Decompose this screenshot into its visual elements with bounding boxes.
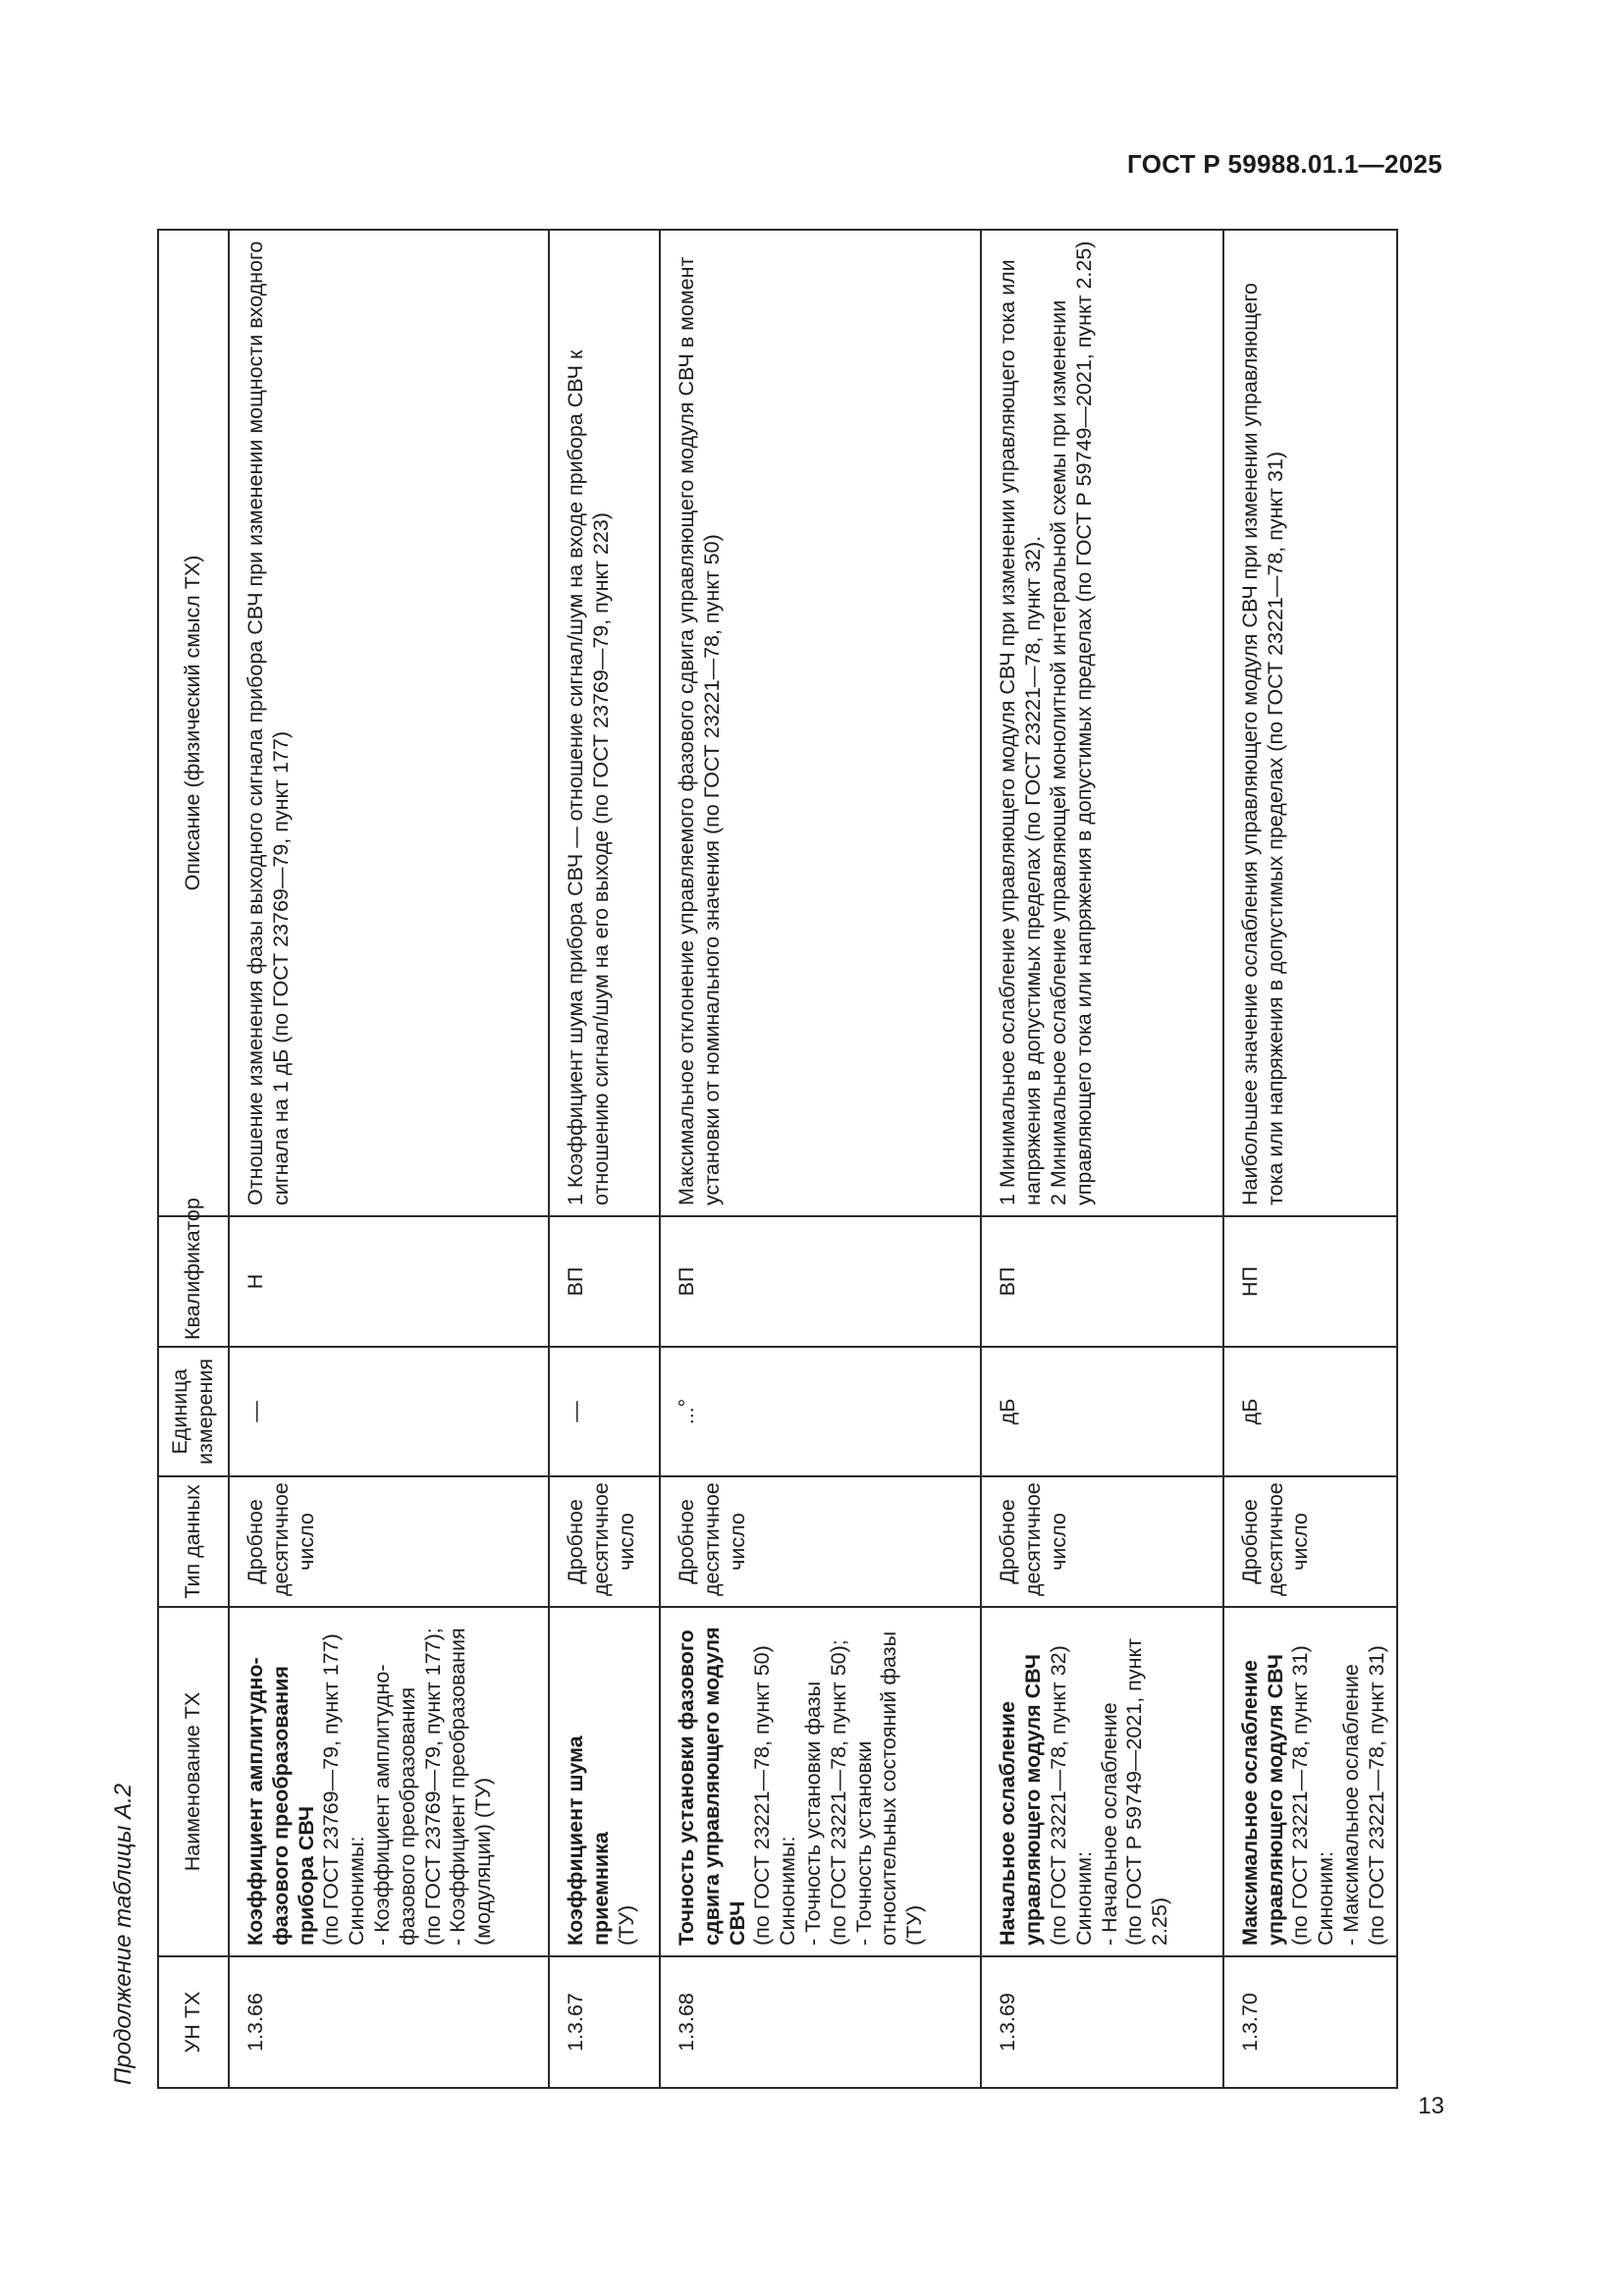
table-container	[157, 231, 1398, 2089]
name-line: (по ГОСТ 23221—78, пункт 32)	[1047, 1645, 1071, 1946]
header-id: УН ТХ	[158, 1956, 229, 2088]
cell-description	[229, 230, 549, 1216]
header-type: Тип данных	[158, 1476, 229, 1607]
cell-qualifier: ВП	[981, 1216, 1222, 1347]
header-name: Наименование ТХ	[158, 1607, 229, 1956]
description-line: Наибольшее значение ослабления управляющего модуля СВЧ при изменении управляющего тока или напряжения в допустимых пределах (по ГОСТ 23221—78, пункт 31)	[1237, 283, 1287, 1205]
characteristics-table	[157, 229, 1398, 2089]
cell-qualifier: ВП	[660, 1216, 981, 1347]
cell-id: 1.3.69	[981, 1956, 1222, 2088]
table-row	[981, 230, 1222, 2088]
cell-qualifier: ВП	[549, 1216, 660, 1347]
table-row	[549, 230, 660, 2088]
table-caption: Продолжение таблицы А.2	[110, 1783, 136, 2085]
cell-id: 1.3.66	[229, 1956, 549, 2088]
name-line: - Точность установки фазы	[800, 1681, 825, 1946]
description-line: 1 Минимальное ослабление управляющего модуля СВЧ при изменении управляющего тока или напряжения в допустимых пределах (по ГОСТ 23221—78, пункт 32).	[996, 259, 1046, 1205]
name-title: Коэффициент шума приемника	[564, 1735, 614, 1946]
name-line: - Коэффициент амплитудно-фазового преобразования	[369, 1664, 419, 1946]
name-line: - Коэффициент преобразования (модуляции) (ТУ)	[446, 1628, 496, 1946]
cell-description	[549, 230, 660, 1216]
cell-id: 1.3.67	[549, 1956, 660, 2088]
name-line: Синоним:	[1314, 1850, 1338, 1946]
name-line: (по ГОСТ 23221—78, пункт 50);	[826, 1639, 850, 1946]
name-title: Начальное ослабление управляющего модуля СВЧ	[996, 1654, 1046, 1946]
header-description: Описание (физический смысл ТХ)	[158, 230, 229, 1216]
cell-qualifier: НП	[1223, 1216, 1397, 1347]
cell-name	[549, 1607, 660, 1956]
name-title: Точность установки фазового сдвига управляющего модуля СВЧ	[674, 1627, 749, 1946]
description-line: Отношение изменения фазы выходного сигнала прибора СВЧ при изменении мощности входного сигнала на 1 дБ (по ГОСТ 23769—79, пункт 177)	[244, 240, 293, 1205]
name-title: Коэффициент амплитудно-фазового преобразования прибора СВЧ	[244, 1657, 318, 1946]
cell-name	[981, 1607, 1222, 1956]
cell-type: Дробное десятичное число	[229, 1476, 549, 1607]
name-line: (по ГОСТ 23221—78, пункт 31)	[1364, 1645, 1388, 1946]
cell-id: 1.3.70	[1223, 1956, 1397, 2088]
cell-name	[229, 1607, 549, 1956]
table-row	[660, 230, 981, 2088]
name-line: (по ГОСТ Р 59749—2021, пункт 2.25)	[1122, 1638, 1172, 1946]
cell-unit: дБ	[1223, 1347, 1397, 1476]
name-line: Синоним:	[1071, 1850, 1096, 1946]
cell-unit: дБ	[981, 1347, 1222, 1476]
cell-name	[1223, 1607, 1397, 1956]
name-line: (по ГОСТ 23221—78, пункт 50)	[750, 1645, 775, 1946]
name-line: (по ГОСТ 23769—79, пункт 177)	[319, 1633, 344, 1946]
cell-unit: ...°	[660, 1347, 981, 1476]
cell-type: Дробное десятичное число	[660, 1476, 981, 1607]
cell-id: 1.3.68	[660, 1956, 981, 2088]
name-line: (ТУ)	[615, 1904, 639, 1946]
cell-unit: —	[229, 1347, 549, 1476]
table-header-row	[158, 230, 229, 2088]
header-qualifier: Квалификатор	[158, 1216, 229, 1347]
description-line: 2 Минимальное ослабление управляющей монолитной интегральной схемы при изменении управляющего тока или напряжения в допустимых пределах (по ГОСТ Р 59749—2021, пункт 2.25)	[1047, 240, 1096, 1205]
name-line: - Максимальное ослабление	[1338, 1664, 1363, 1946]
cell-type: Дробное десятичное число	[549, 1476, 660, 1607]
name-line: Синонимы:	[345, 1836, 369, 1946]
name-line: (по ГОСТ 23221—78, пункт 31)	[1288, 1645, 1313, 1946]
document-code: ГОСТ Р 59988.01.1—2025	[1127, 149, 1442, 179]
header-unit: Единица измерения	[158, 1347, 229, 1476]
name-line: Синонимы:	[776, 1836, 800, 1946]
cell-description	[660, 230, 981, 1216]
description-line: 1 Коэффициент шума прибора СВЧ — отношение сигнал/шум на входе прибора СВЧ к отношению сигнал/шум на его выходе (по ГОСТ 23769—79, пункт 223)	[564, 349, 614, 1205]
cell-qualifier: Н	[229, 1216, 549, 1347]
cell-description	[981, 230, 1222, 1216]
description-line: Максимальное отклонение управляемого фазового сдвига управляющего модуля СВЧ в момент установки от номинального значения (по ГОСТ 23221—78, пункт 50)	[674, 256, 724, 1205]
name-line: - Начальное ослабление	[1097, 1702, 1121, 1946]
cell-name	[660, 1607, 981, 1956]
table-row	[1223, 230, 1397, 2088]
cell-description	[1223, 230, 1397, 1216]
table-row	[229, 230, 549, 2088]
page-number: 13	[1418, 2093, 1444, 2119]
cell-type: Дробное десятичное число	[1223, 1476, 1397, 1607]
name-line: (по ГОСТ 23769—79, пункт 177);	[420, 1628, 445, 1946]
name-title: Максимальное ослабление управляющего модуля СВЧ	[1237, 1654, 1287, 1946]
cell-type: Дробное десятичное число	[981, 1476, 1222, 1607]
cell-unit: —	[549, 1347, 660, 1476]
name-line: - Точность установки относительных состояний фазы (ТУ)	[851, 1630, 927, 1946]
